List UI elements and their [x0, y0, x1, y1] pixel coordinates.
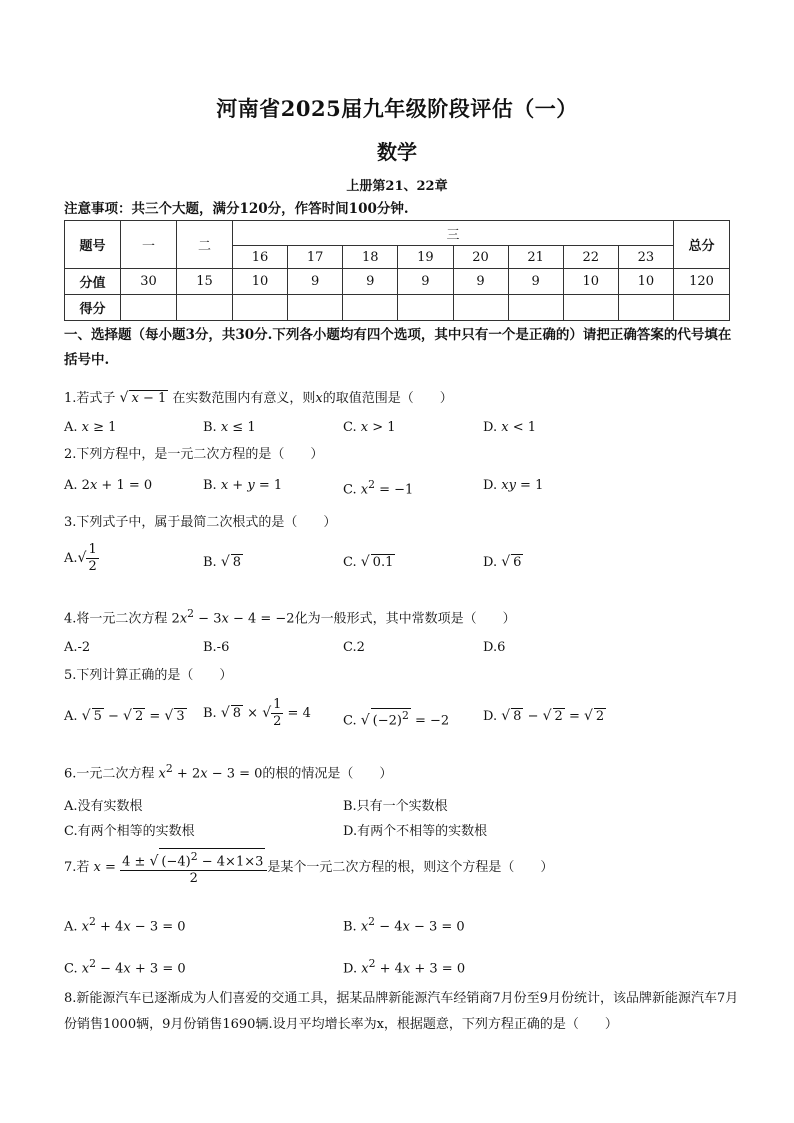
question-text: 是某个一元二次方程的根，则这个方程是（ ） [267, 860, 554, 876]
table-cell: 10 [618, 269, 673, 295]
table-cell: 9 [288, 269, 343, 295]
option-c[interactable]: C. x > 1 [343, 420, 396, 435]
table-sub-cell: 19 [398, 246, 453, 269]
table-sub-cell: 16 [233, 246, 288, 269]
table-header-cell: 三 [233, 221, 674, 246]
table-sub-cell: 22 [563, 246, 618, 269]
math-expr: √ x − 1 [119, 390, 167, 406]
table-cell: 9 [343, 269, 398, 295]
question-3: 3.下列式子中，属于最简二次根式的是（ ） [64, 515, 337, 530]
table-header-cell: 二 [177, 221, 233, 269]
table-cell: 9 [398, 269, 453, 295]
table-row-label: 得分 [65, 295, 121, 321]
table-header-cell: 一 [121, 221, 177, 269]
score-input-cell[interactable] [343, 295, 398, 321]
question-5: 5.下列计算正确的是（ ） [64, 668, 233, 683]
question-text: 7.若 [64, 860, 90, 876]
question-4: 4.将一元二次方程 $2x^2 - 3x - 4 = -2$化为一般形式，其中常数项是（ ） [64, 607, 516, 627]
score-table [64, 220, 730, 321]
score-input-cell[interactable] [121, 295, 177, 321]
option-b[interactable]: B. x ≤ 1 [203, 420, 256, 435]
question-2: 2.下列方程中，是一元二次方程的是（ ） [64, 447, 324, 462]
option-d[interactable]: D. $x^2 + 4x + 3 = 0$ [343, 957, 466, 977]
score-input-cell[interactable] [453, 295, 508, 321]
question-text: 4.将一元二次方程 [64, 611, 168, 627]
score-input-cell[interactable] [177, 295, 233, 321]
table-cell: 10 [233, 269, 288, 295]
scope-line: 上册第21、22章 [346, 179, 448, 194]
question-text: 的取值范围是（ ） [322, 391, 453, 406]
table-row-label: 分值 [65, 269, 121, 295]
score-input-cell[interactable] [618, 295, 673, 321]
table-sub-cell: 18 [343, 246, 398, 269]
option-c[interactable]: C. √ 0.1 [343, 554, 394, 570]
option-a[interactable]: A. x ≥ 1 [64, 420, 117, 435]
table-sub-cell: 23 [618, 246, 673, 269]
section-heading: 一、选择题（每小题3分，共30分.下列各小题均有四个选项，其中只有一个是正确的）请把正确答案的代号填在括号中. [64, 327, 732, 368]
option-a[interactable]: A.-2 [64, 640, 91, 655]
question-text: 在实数范围内有意义，则 [172, 391, 316, 406]
option-c[interactable]: C. $x^2 = -1$ [343, 478, 414, 498]
option-c[interactable]: C. $x^2 - 4x + 3 = 0$ [64, 957, 186, 977]
option-d[interactable]: D. √ 6 [483, 554, 522, 570]
option-d[interactable]: D. √ 8 − √ 2 = √ 2 [483, 708, 605, 724]
page-title: 河南省2025届九年级阶段评估（一） [216, 96, 578, 121]
option-a[interactable]: A. √ 5 − √ 2 = √ 3 [64, 708, 185, 724]
table-cell: 30 [121, 269, 177, 295]
option-d[interactable]: D.6 [483, 640, 506, 655]
option-d[interactable]: D.有两个不相等的实数根 [343, 824, 488, 839]
table-cell: 120 [674, 269, 730, 295]
option-b[interactable]: B. x + y = 1 [203, 478, 283, 493]
option-a[interactable]: A. $x^2 + 4x - 3 = 0$ [64, 915, 186, 935]
score-input-cell[interactable] [233, 295, 288, 321]
table-sub-cell: 21 [508, 246, 563, 269]
option-d[interactable]: D. xy = 1 [483, 478, 544, 493]
table-sub-cell: 17 [288, 246, 343, 269]
option-a[interactable]: A.√ $\frac{1}{2}$ [64, 542, 97, 574]
score-input-cell[interactable] [508, 295, 563, 321]
question-text: 的根的情况是（ ） [262, 766, 393, 782]
question-text: 化为一般形式，其中常数项是（ ） [294, 611, 516, 627]
option-c[interactable]: C. √ $(-2)^2 = -2$ [343, 709, 450, 729]
question-1: 1.若式子 √ x − 1 在实数范围内有意义，则x的取值范围是（ ） [64, 390, 453, 406]
option-b[interactable]: B. $x^2 - 4x - 3 = 0$ [343, 915, 465, 935]
question-7: 7.若 x = $\frac{4 \pm √ (-4)^2 - 4\times 1\times 3}{2}$ 是某个一元二次方程的根，则这个方程是（ ） [64, 850, 554, 887]
question-text: 6.一元二次方程 [64, 766, 155, 782]
subject-title: 数学 [377, 140, 417, 164]
score-input-cell[interactable] [398, 295, 453, 321]
option-b[interactable]: B. √ 8 [203, 554, 242, 570]
table-cell: 10 [563, 269, 618, 295]
score-input-cell[interactable] [674, 295, 730, 321]
notice-line: 注意事项：共三个大题，满分120分，作答时间100分钟. [64, 201, 409, 217]
score-input-cell[interactable] [563, 295, 618, 321]
question-8: 8.新能源汽车已逐渐成为人们喜爱的交通工具，据某品牌新能源汽车经销商7月份至9月份统计，该品牌新能源汽车7月份销售1000辆，9月份销售1690辆.设月平均增长率为x，根据题意，下列方程正确的是（ ） [64, 991, 739, 1032]
table-cell: 9 [508, 269, 563, 295]
option-b[interactable]: B. √ 8 × √ $\frac{1}{2}$ = 4 [203, 697, 311, 729]
table-cell: 15 [177, 269, 233, 295]
question-6: 6.一元二次方程 $x^2 + 2x - 3 = 0$的根的情况是（ ） [64, 762, 393, 782]
question-text: 1.若式子 [64, 391, 116, 406]
option-a[interactable]: A.没有实数根 [64, 799, 143, 814]
score-input-cell[interactable] [288, 295, 343, 321]
option-c[interactable]: C.有两个相等的实数根 [64, 824, 195, 839]
table-sub-cell: 20 [453, 246, 508, 269]
table-header-cell: 题号 [65, 221, 121, 269]
math-expr: $\frac{4 \pm √ (-4)^2 - 4\times 1\times 3}{2}$ [120, 848, 267, 887]
table-cell: 9 [453, 269, 508, 295]
option-a[interactable]: A. 2x + 1 = 0 [64, 478, 153, 493]
option-c[interactable]: C.2 [343, 640, 365, 655]
table-header-cell: 总分 [674, 221, 730, 269]
option-d[interactable]: D. x < 1 [483, 420, 537, 435]
option-b[interactable]: B.只有一个实数根 [343, 799, 448, 814]
option-b[interactable]: B.-6 [203, 640, 230, 655]
